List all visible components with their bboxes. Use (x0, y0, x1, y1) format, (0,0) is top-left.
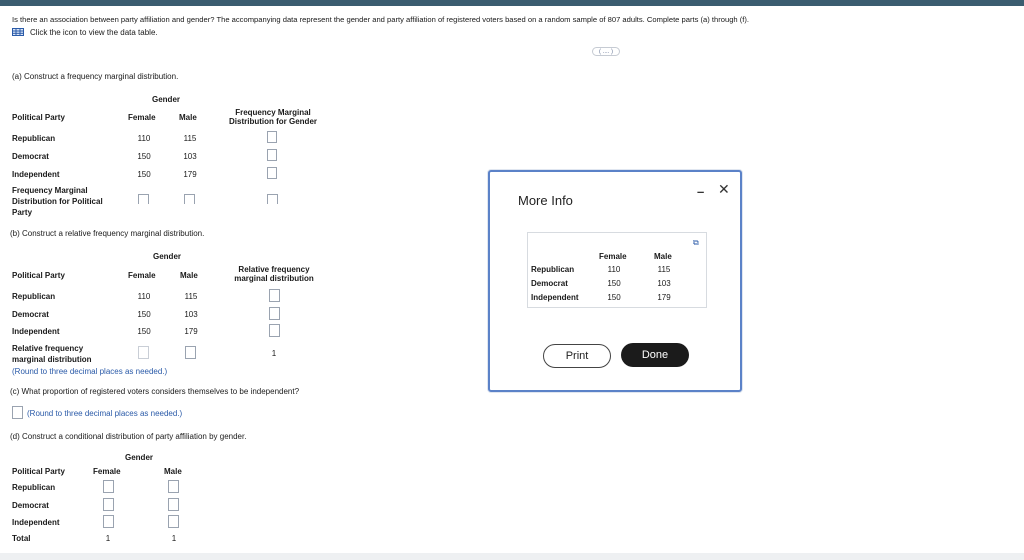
part-a-total-input[interactable] (267, 194, 278, 204)
part-b-col-relative-line1: Relative frequency (238, 265, 310, 274)
part-b-col-male: Male (180, 271, 198, 280)
dialog-male-value: 179 (657, 293, 671, 302)
part-a-col-female: Female (128, 113, 156, 122)
more-info-dialog (488, 170, 742, 392)
part-a-male-marginal-input[interactable] (184, 194, 195, 204)
part-a-col-marginal (222, 108, 324, 126)
part-c-title: (c) What proportion of registered voters considers themselves to be independent? (10, 387, 300, 396)
part-b-row-label: Independent (12, 327, 60, 336)
part-a-party-marginal-line1: Frequency Marginal (12, 186, 88, 195)
dialog-female-value: 150 (607, 293, 621, 302)
part-b-relative-bottom-line1: Relative frequency (12, 344, 84, 353)
part-b-male-value: 179 (184, 327, 198, 336)
dialog-row-label: Republican (531, 265, 575, 274)
part-a-gender-header: Gender (152, 95, 181, 104)
part-d-female-input[interactable] (103, 498, 114, 511)
part-b-row-label: Republican (12, 292, 56, 301)
part-d-row-label: Republican (12, 483, 56, 492)
dialog-male-value: 115 (657, 265, 671, 274)
dialog-title: More Info (518, 193, 573, 208)
part-d-title: (d) Construct a conditional distribution of party affiliation by gender. (10, 432, 247, 441)
part-b-male-relative-input[interactable] (185, 346, 196, 359)
expand-button[interactable]: ( .... ) (592, 47, 620, 56)
part-a-female-marginal-input[interactable] (138, 194, 149, 204)
dialog-row-label: Democrat (531, 279, 568, 288)
part-b-female-value: 150 (137, 327, 151, 336)
part-d-female-input[interactable] (103, 515, 114, 528)
part-a-gender-marginal-input[interactable] (267, 149, 277, 161)
part-a-row-label: Republican (12, 134, 56, 143)
part-a-female-value: 150 (137, 170, 151, 179)
part-a-party-marginal-line2: Distribution for Political (12, 197, 103, 206)
table-icon[interactable] (12, 28, 24, 36)
dialog-female-value: 110 (607, 265, 621, 274)
part-c-round-hint: (Round to three decimal places as needed.) (27, 409, 183, 418)
part-a-party-marginal-line3: Party (12, 208, 33, 217)
part-a-gender-marginal-input[interactable] (267, 131, 277, 143)
part-a-col-marginal-line1: Frequency Marginal (235, 108, 311, 117)
part-a-female-value: 110 (137, 134, 151, 143)
part-a-col-party: Political Party (12, 113, 65, 122)
question-text: Is there an association between party affiliation and gender? The accompanying data represent the gender and party affiliation of registered voters based on a random sample of 807 adults. Complete parts (a) through (f). (12, 15, 750, 24)
part-a-male-value: 103 (183, 152, 197, 161)
part-b-female-relative-input[interactable] (138, 346, 149, 359)
part-b-female-value: 150 (137, 310, 151, 319)
part-b-row-label: Democrat (12, 310, 49, 319)
part-b-female-value: 110 (137, 292, 151, 301)
part-d-row-label: Independent (12, 518, 60, 527)
part-d-gender-header: Gender (125, 453, 154, 462)
part-d-total-male: 1 (171, 534, 177, 543)
part-d-male-input[interactable] (168, 498, 179, 511)
part-a-col-marginal-line2: Distribution for Gender (229, 117, 317, 126)
part-a-male-value: 115 (183, 134, 197, 143)
part-d-male-input[interactable] (168, 480, 179, 493)
part-b-relative-input[interactable] (269, 324, 280, 337)
part-b-relative-bottom-line2: marginal distribution (12, 355, 92, 364)
print-button[interactable]: Print (543, 344, 611, 368)
view-table-link[interactable] (12, 28, 158, 37)
part-b-col-party: Political Party (12, 271, 65, 280)
bottom-bar (0, 553, 1024, 560)
part-a-col-male: Male (179, 113, 197, 122)
copy-icon[interactable]: ⧉ (693, 238, 699, 247)
part-b-title: (b) Construct a relative frequency marginal distribution. (10, 229, 205, 238)
part-b-relative-input[interactable] (269, 307, 280, 320)
part-a-male-value: 179 (183, 170, 197, 179)
part-c-answer-input[interactable] (12, 406, 23, 419)
top-bar (0, 0, 1024, 6)
part-a-title: (a) Construct a frequency marginal distribution. (12, 72, 179, 81)
part-b-male-value: 103 (184, 310, 198, 319)
dialog-male-value: 103 (657, 279, 671, 288)
part-a-row-label: Democrat (12, 152, 49, 161)
part-b-round-hint: (Round to three decimal places as needed.) (12, 367, 168, 376)
close-button[interactable]: ✕ (718, 181, 730, 197)
part-d-col-party: Political Party (12, 467, 65, 476)
dialog-col-male: Male (654, 252, 672, 261)
part-b-male-value: 115 (184, 292, 198, 301)
part-d-col-male: Male (164, 467, 182, 476)
part-b-col-female: Female (128, 271, 156, 280)
part-b-relative-input[interactable] (269, 289, 280, 302)
part-d-col-female: Female (93, 467, 121, 476)
part-a-row-label: Independent (12, 170, 60, 179)
part-b-col-relative (222, 265, 326, 283)
part-a-gender-marginal-input[interactable] (267, 167, 277, 179)
part-a-party-marginal-label (12, 185, 103, 218)
part-a-female-value: 150 (137, 152, 151, 161)
dialog-female-value: 150 (607, 279, 621, 288)
part-d-female-input[interactable] (103, 480, 114, 493)
part-d-total-label: Total (12, 534, 31, 543)
part-b-relative-bottom-label (12, 343, 92, 365)
minimize-button[interactable]: – (697, 184, 705, 199)
part-d-row-label: Democrat (12, 501, 49, 510)
part-b-gender-header: Gender (153, 252, 182, 261)
part-d-male-input[interactable] (168, 515, 179, 528)
done-button[interactable]: Done (621, 343, 689, 367)
part-b-total-value: 1 (271, 349, 277, 358)
dialog-row-label: Independent (531, 293, 579, 302)
part-d-total-female: 1 (105, 534, 111, 543)
view-table-link-text: Click the icon to view the data table. (30, 28, 158, 37)
part-b-col-relative-line2: marginal distribution (234, 274, 314, 283)
dialog-col-female: Female (599, 252, 627, 261)
